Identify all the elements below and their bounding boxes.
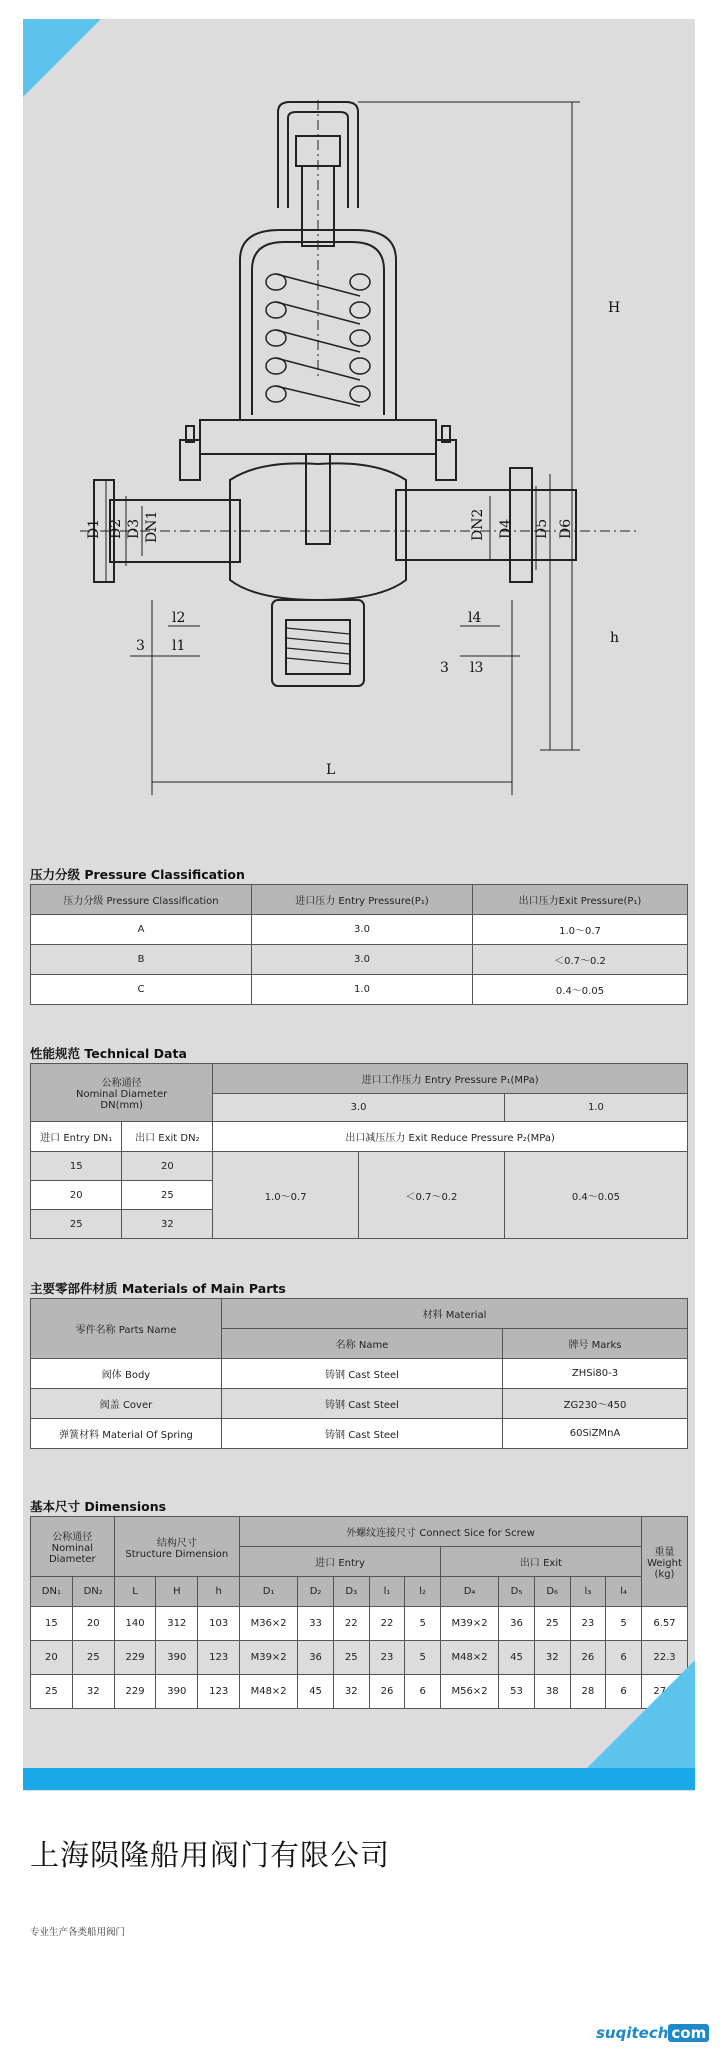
dim-cell: 6 [405,1675,441,1709]
dim-cell: 6.57 [641,1607,687,1641]
exit-pressure-value: 1.0～0.7 [213,1152,359,1239]
dim-cell: 390 [156,1641,198,1675]
dim-weight-cn: 重量 [654,1547,675,1558]
pressure-cell: B [31,945,252,975]
material-cell: ZG230～450 [503,1389,688,1419]
pressure-cell: 0.4～0.05 [473,975,688,1005]
dim-cell: 140 [114,1607,156,1641]
dim-cell: M48×2 [240,1675,298,1709]
dim-cell: 123 [198,1675,240,1709]
dim-cell: 45 [499,1641,535,1675]
dim-cell: 22 [333,1607,369,1641]
dn-cell: 15 [31,1152,122,1181]
dim-cell: 28 [570,1675,606,1709]
dim-cell: 22.3 [641,1641,687,1675]
dim-cell: 6 [606,1675,642,1709]
dn1-header: 进口 Entry DN₁ [31,1122,122,1152]
valve-drawing [40,60,680,820]
technical-table [30,1063,688,1239]
dn-cell: 25 [122,1181,213,1210]
label-l1: l1 [172,638,186,654]
pressure-header: 进口压力 Entry Pressure(P₁) [252,885,473,915]
name-header: 名称 Name [222,1329,503,1359]
material-cell: 铸钢 Cast Steel [222,1389,503,1419]
dim-col-header: l₂ [405,1577,441,1607]
pressure-cell: ＜0.7～0.2 [473,945,688,975]
label-D4: D4 [498,518,514,539]
dim-col-header: DN₁ [31,1577,73,1607]
dim-cell: 312 [156,1607,198,1641]
label-D1: D1 [86,518,102,539]
label-D5: D5 [534,518,550,539]
dim-col-header: D₄ [441,1577,499,1607]
dn-cell: 32 [122,1210,213,1239]
label-H: H [608,300,621,316]
dim-cell: 20 [31,1641,73,1675]
pressure-section-title: 压力分级 Pressure Classification [30,867,245,882]
dim-cell: 36 [499,1607,535,1641]
dim-col-header: L [114,1577,156,1607]
pressure-cell: A [31,915,252,945]
dim-cell: 6 [606,1641,642,1675]
dn-cell: 20 [122,1152,213,1181]
pressure-header: 压力分级 Pressure Classification [31,885,252,915]
dim-nominal-cn: 公称通径 [52,1532,93,1543]
label-L: L [326,762,336,778]
footer-accent-bar [23,1768,695,1790]
material-cell: 阀体 Body [31,1359,222,1389]
dim-structure-header [114,1517,239,1577]
dim-cell: 32 [333,1675,369,1709]
logo-text: suqitech [596,2024,669,2042]
dim-cell: 5 [405,1607,441,1641]
dn-cell: 25 [31,1210,122,1239]
dim-cell: 229 [114,1641,156,1675]
dim-cell: M56×2 [441,1675,499,1709]
dim-col-header: D₂ [298,1577,334,1607]
label-D2: D2 [108,518,124,539]
dim-cell: 23 [369,1641,405,1675]
label-n3-left: 3 [136,638,145,654]
dim-col-header: H [156,1577,198,1607]
label-l4: l4 [468,610,482,626]
parts-name-header: 零件名称 Parts Name [31,1299,222,1359]
label-D3: D3 [126,518,142,539]
pressure-table [30,884,688,1005]
dim-weight-en: Weight [647,1558,682,1569]
dim-cell: 25 [333,1641,369,1675]
dimensions-section-title: 基本尺寸 Dimensions [30,1499,167,1514]
dim-cell: 22 [369,1607,405,1641]
pressure-cell: 3.0 [252,915,473,945]
technical-section-title: 性能规范 Technical Data [30,1046,187,1061]
dim-col-header: D₁ [240,1577,298,1607]
material-cell: 弹簧材料 Material Of Spring [31,1419,222,1449]
dim-cell: 32 [534,1641,570,1675]
dim-screw-header: 外螺纹连接尺寸 Connect Sice for Screw [240,1517,642,1547]
dim-cell: 38 [534,1675,570,1709]
material-header: 材料 Material [222,1299,688,1329]
label-l2: l2 [172,610,186,626]
dim-cell: 26 [570,1641,606,1675]
dim-cell: 25 [31,1675,73,1709]
label-D6: D6 [558,518,574,539]
entry-pressure-value: 1.0 [504,1094,687,1122]
dim-cell: 15 [31,1607,73,1641]
pressure-cell: C [31,975,252,1005]
dim-cell: 33 [298,1607,334,1641]
site-logo[interactable] [596,2024,709,2042]
nominal-cn: 公称通径 [101,1078,142,1089]
dn-cell: 20 [31,1181,122,1210]
dim-cell: 5 [405,1641,441,1675]
dim-col-header: h [198,1577,240,1607]
nominal-diameter-header [31,1064,213,1122]
entry-pressure-header: 进口工作压力 Entry Pressure P₁(MPa) [213,1064,688,1094]
exit-pressure-value: ＜0.7～0.2 [359,1152,505,1239]
material-cell: 铸钢 Cast Steel [222,1359,503,1389]
corner-decoration-bottom [587,1660,695,1768]
dim-cell: M36×2 [240,1607,298,1641]
dim-cell: 27.3 [641,1675,687,1709]
dim-entry-header: 进口 Entry [240,1547,441,1577]
exit-pressure-value: 0.4～0.05 [504,1152,687,1239]
pressure-cell: 3.0 [252,945,473,975]
company-tagline: 专业生产各类船用阀门 [30,1927,126,1938]
nominal-en: Nominal Diameter [76,1089,168,1100]
dim-col-header: D₅ [499,1577,535,1607]
nominal-unit: DN(mm) [100,1100,143,1111]
dim-structure-cn: 结构尺寸 [156,1537,197,1549]
label-l3: l3 [470,660,484,676]
dim-cell: M48×2 [441,1641,499,1675]
pressure-header: 出口压力Exit Pressure(P₁) [473,885,688,915]
dim-nominal-header [31,1517,115,1577]
exit-pressure-header: 出口减压压力 Exit Reduce Pressure P₂(MPa) [213,1122,688,1152]
dim-cell: 25 [534,1607,570,1641]
label-h: h [610,630,620,646]
dn2-header: 出口 Exit DN₂ [122,1122,213,1152]
pressure-cell: 1.0～0.7 [473,915,688,945]
label-DN2: DN2 [470,508,486,541]
dim-nominal-en1: Nominal [51,1543,93,1554]
material-cell: 60SiZMnA [503,1419,688,1449]
dim-cell: 26 [369,1675,405,1709]
entry-pressure-value: 3.0 [213,1094,505,1122]
dim-cell: M39×2 [441,1607,499,1641]
dim-cell: 36 [298,1641,334,1675]
dim-structure-en: Structure Dimension [125,1548,229,1560]
dim-col-header: l₃ [570,1577,606,1607]
company-name: 上海陨隆船用阀门有限公司 [30,1838,391,1872]
dim-col-header: l₁ [369,1577,405,1607]
dim-cell: 25 [72,1641,114,1675]
material-cell: ZHSi80-3 [503,1359,688,1389]
dim-weight-unit: (kg) [654,1569,675,1580]
dim-nominal-en2: Diameter [48,1554,96,1565]
label-n3-right: 3 [440,660,449,676]
materials-table [30,1298,688,1449]
dim-col-header: D₃ [333,1577,369,1607]
marks-header: 牌号 Marks [503,1329,688,1359]
materials-section-title: 主要零部件材质 Materials of Main Parts [30,1281,286,1296]
dim-cell: M39×2 [240,1641,298,1675]
dim-weight-header [641,1517,687,1607]
dim-cell: 390 [156,1675,198,1709]
dim-cell: 45 [298,1675,334,1709]
dim-cell: 123 [198,1641,240,1675]
material-cell: 阀盖 Cover [31,1389,222,1419]
label-DN1: DN1 [144,510,160,543]
dim-cell: 5 [606,1607,642,1641]
dim-col-header: l₄ [606,1577,642,1607]
material-cell: 铸钢 Cast Steel [222,1419,503,1449]
dim-cell: 23 [570,1607,606,1641]
dim-cell: 32 [72,1675,114,1709]
dim-exit-header: 出口 Exit [441,1547,642,1577]
dim-cell: 20 [72,1607,114,1641]
dim-col-header: D₆ [534,1577,570,1607]
dim-cell: 229 [114,1675,156,1709]
dim-cell: 103 [198,1607,240,1641]
pressure-cell: 1.0 [252,975,473,1005]
logo-suffix: com [668,2024,709,2042]
dim-col-header: DN₂ [72,1577,114,1607]
dim-cell: 53 [499,1675,535,1709]
